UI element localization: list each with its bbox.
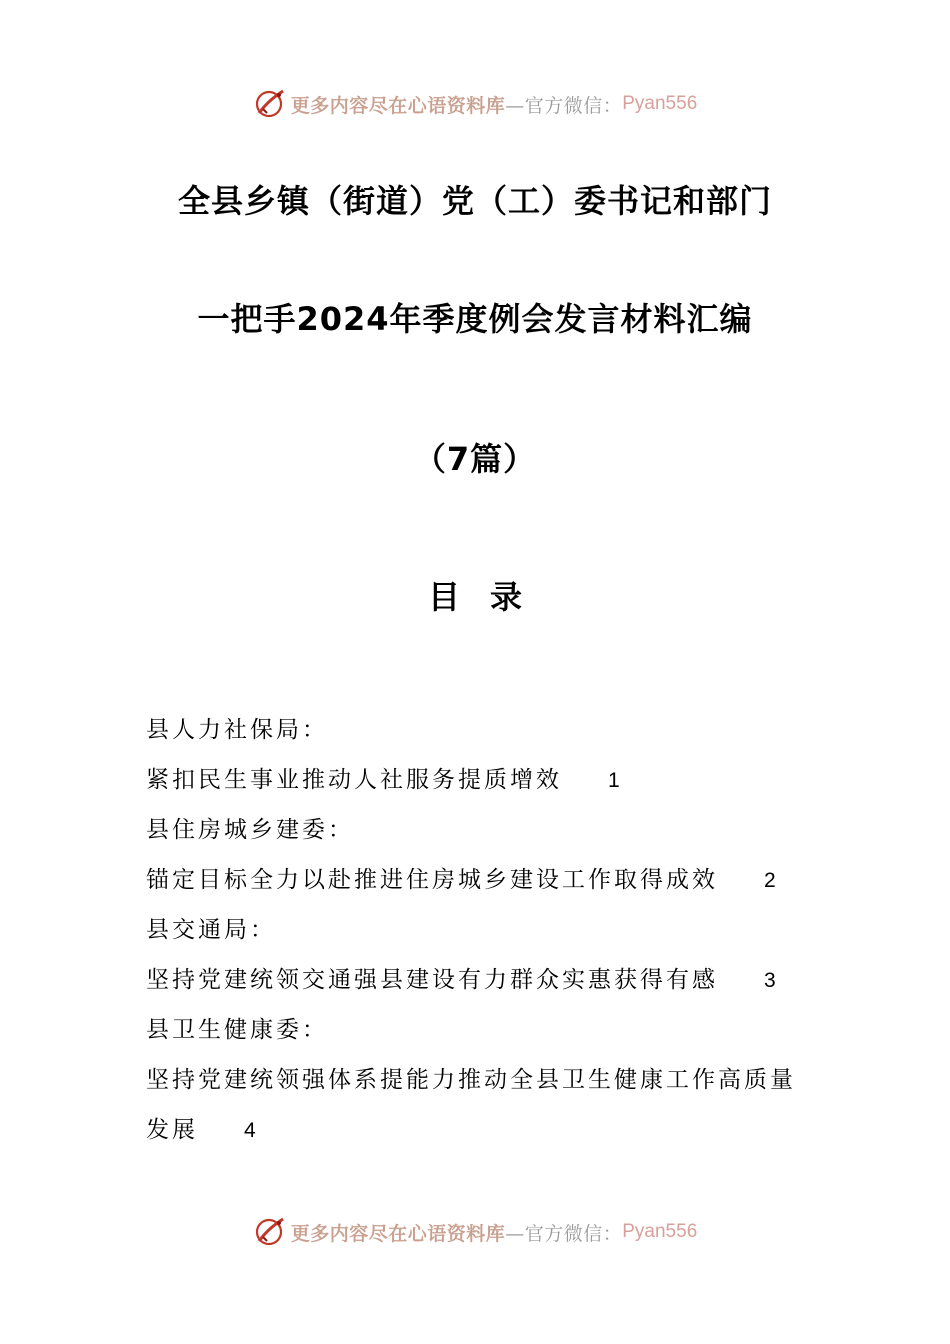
toc-entry-4-line-2[interactable] bbox=[146, 1105, 816, 1155]
toc-page-number: 1 bbox=[608, 769, 620, 792]
watermark-text-dash: —官方微信： bbox=[505, 94, 623, 117]
pen-swirl-logo-icon bbox=[253, 1215, 287, 1249]
watermark-wechat-id: Pyan556 bbox=[622, 93, 698, 114]
document-title-line-1: 全县乡镇（街道）党（工）委书记和部门 bbox=[177, 182, 772, 220]
table-of-contents bbox=[146, 705, 816, 1155]
toc-entry-title: 锚定目标全力以赴推进住房城乡建设工作取得成效 bbox=[146, 867, 718, 893]
toc-entry-1[interactable] bbox=[146, 755, 816, 805]
toc-heading: 目录 bbox=[427, 578, 552, 616]
footer-watermark bbox=[0, 1212, 950, 1252]
toc-page-number: 3 bbox=[764, 969, 776, 992]
toc-page-number: 4 bbox=[244, 1119, 256, 1142]
toc-entry-title-cont: 发展 bbox=[146, 1117, 198, 1143]
toc-entry-title: 紧扣民生事业推动人社服务提质增效 bbox=[146, 767, 562, 793]
watermark-wechat-id: Pyan556 bbox=[622, 1221, 698, 1242]
toc-dept-1: 县人力社保局： bbox=[146, 717, 328, 743]
toc-dept-2: 县住房城乡建委： bbox=[146, 817, 354, 843]
toc-entry-title: 坚持党建统领强体系提能力推动全县卫生健康工作高质量 bbox=[146, 1067, 796, 1093]
watermark-text-main: 更多内容尽在心语资料库 bbox=[290, 94, 506, 117]
toc-entry-title: 坚持党建统领交通强县建设有力群众实惠获得有感 bbox=[146, 967, 718, 993]
watermark-text-main: 更多内容尽在心语资料库 bbox=[290, 1222, 506, 1245]
toc-page-number: 2 bbox=[764, 869, 776, 892]
toc-dept-4: 县卫生健康委： bbox=[146, 1017, 328, 1043]
toc-entry-4-line-1[interactable] bbox=[146, 1055, 816, 1105]
toc-entry-2[interactable] bbox=[146, 855, 816, 905]
toc-entry-3[interactable] bbox=[146, 955, 816, 1005]
header-watermark bbox=[0, 84, 950, 124]
document-title-count: （7篇） bbox=[413, 440, 537, 478]
toc-dept-3: 县交通局： bbox=[146, 917, 276, 943]
watermark-text-dash: —官方微信： bbox=[505, 1222, 623, 1245]
document-title-line-2: 一把手2024年季度例会发言材料汇编 bbox=[197, 300, 753, 338]
pen-swirl-logo-icon bbox=[253, 87, 287, 121]
